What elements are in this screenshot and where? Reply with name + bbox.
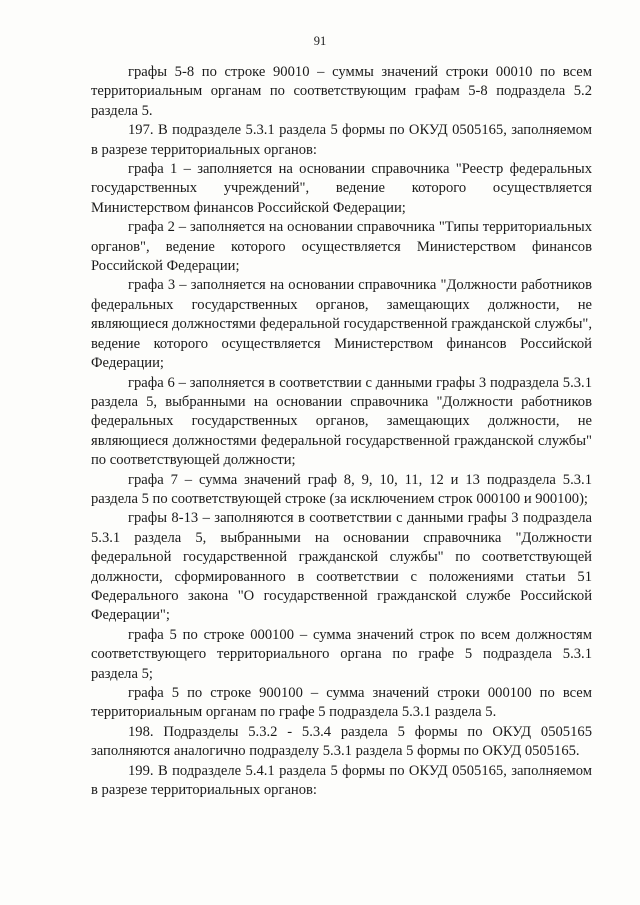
paragraph-column-2: графа 2 – заполняется на основании справочника "Типы территориальных органов", ведение которого осуществляется Министерством финансов Российской Федерации; [91, 219, 592, 275]
paragraph-columns-5-8-row-90010: графы 5-8 по строке 90010 – суммы значений строки 00010 по всем территориальным органам по соответствующим графам 5-8 подраздела 5.2 раздела 5. [91, 64, 592, 119]
paragraph-column-5-row-900100: графа 5 по строке 900100 – сумма значений строки 000100 по всем территориальным органам по графе 5 подраздела 5.3.1 раздела 5. [91, 685, 592, 721]
paragraph-item-197: 197. В подразделе 5.3.1 раздела 5 формы по ОКУД 0505165, заполняемом в разрезе территориальных органов: [91, 122, 592, 158]
paragraph-column-3: графа 3 – заполняется на основании справочника "Должности работников федеральных государственных органов, замещающих должности, не являющиеся должностями федеральной государственной гражданской службы", ведение которого осуществляется Министерством финансов Российской Федерации; [91, 277, 592, 372]
paragraph-column-6: графа 6 – заполняется в соответствии с данными графы 3 подраздела 5.3.1 раздела 5, выбранными на основании справочника "Должности работников федеральных государственных органов, замещающих должности, не являющиеся должностями федеральной государственной гражданской службы" по соответствующей должности; [91, 374, 592, 469]
paragraph-column-1: графа 1 – заполняется на основании справочника "Реестр федеральных государственных учреждений", ведение которого осуществляется Министерством финансов Российской Федерации; [91, 161, 592, 216]
paragraph-column-5-row-000100: графа 5 по строке 000100 – сумма значений строк по всем должностям соответствующего территориального органа по графе 5 подраздела 5.3.1 раздела 5; [91, 626, 592, 682]
paragraph-column-7: графа 7 – сумма значений граф 8, 9, 10, 11, 12 и 13 подраздела 5.3.1 раздела 5 по соответствующей строке (за исключением строк 000100 и 900100); [91, 471, 592, 507]
paragraph-item-199: 199. В подразделе 5.4.1 раздела 5 формы по ОКУД 0505165, заполняемом в разрезе территориальных органов: [91, 762, 592, 799]
paragraph-columns-8-13: графы 8-13 – заполняются в соответствии с данными графы 3 подраздела 5.3.1 раздела 5, выбранными на основании справочника "Должности федеральной государственной гражданской службы" по соответствующей должности, сформированного в соответствии с положениями статьи 51 Федерального закона "О государственной гражданской службе Российской Федерации"; [91, 510, 592, 624]
page-number: 91 [313, 34, 327, 48]
paragraph-item-198: 198. Подразделы 5.3.2 - 5.3.4 раздела 5 формы по ОКУД 0505165 заполняются аналогично подразделу 5.3.1 раздела 5 формы по ОКУД 0505165. [91, 723, 592, 760]
document-body [91, 63, 592, 800]
